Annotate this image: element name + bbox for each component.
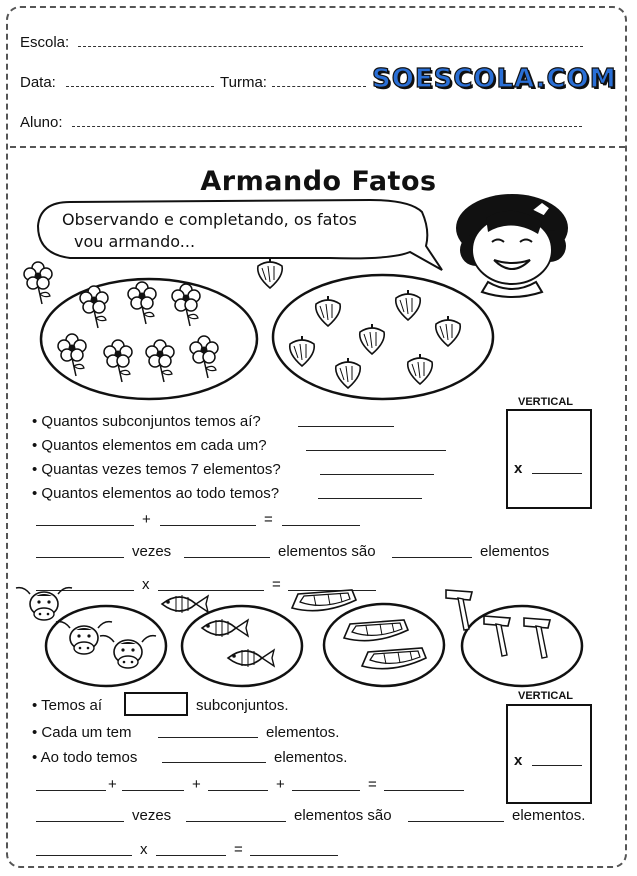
question-subsets: • Quantos subconjuntos temos aí? [32,413,261,430]
addend-line-d[interactable] [292,790,360,791]
equals-sign-2: = [272,576,281,593]
class-field[interactable] [272,86,366,87]
factor-line-1[interactable] [36,590,134,591]
question-elements-each: • Quantos elementos em cada um? [32,437,267,454]
statement-cada-um: • Cada um tem [32,724,132,741]
school-field[interactable] [78,46,583,47]
word-vezes-2: vezes [132,807,172,824]
school-label: Escola: [20,34,70,51]
equals-sign: = [264,511,273,528]
answer-line-times[interactable] [320,474,434,475]
times-sign-2: x [140,841,148,858]
bubble-line-1: Observando e completando, os fatos [62,210,357,229]
equals-sign-a: = [368,776,377,793]
group-size-line[interactable] [184,557,270,558]
times-count-line[interactable] [36,557,124,558]
addend-line-b[interactable] [122,790,184,791]
statement-temos-ai: • Temos aí [32,697,103,714]
factor-line-b[interactable] [156,855,226,856]
factor-line-a[interactable] [36,855,132,856]
vertical-label-2: VERTICAL [518,690,573,702]
flower-set [38,276,260,402]
times-count-line-2[interactable] [36,821,124,822]
date-field[interactable] [66,86,214,87]
times-sign: x [142,576,150,593]
student-field[interactable] [72,126,582,127]
plus-sign-b: + [192,776,201,793]
hammer-set [460,604,584,688]
statement-ao-todo: • Ao todo temos [32,749,138,766]
word-elementos-2: elementos. [274,749,348,766]
addend-line-a[interactable] [36,790,106,791]
word-elementos-sao-2: elementos são [294,807,392,824]
product-line-4[interactable] [250,855,338,856]
page-title: Armando Fatos [200,166,437,197]
vertical-times-sign-2: x [514,752,523,769]
vertical-times-sign: x [514,460,523,477]
answer-line-elements-each[interactable] [306,450,446,451]
plus-sign-a: + [108,776,117,793]
question-times-seven: • Quantas vezes temos 7 elementos? [32,461,281,478]
site-logo: SOESCOLA.COM [372,64,617,94]
equals-sign-b: = [234,841,243,858]
word-elementos-sao: elementos são [278,543,376,560]
addend-line-c[interactable] [208,790,268,791]
addend-line-1[interactable] [36,525,134,526]
bubble-line-2: vou armando... [74,232,196,251]
product-line[interactable] [392,557,472,558]
answer-line-ao-todo[interactable] [162,762,266,763]
word-elementos-1: elementos. [266,724,340,741]
plus-sign-c: + [276,776,285,793]
word-vezes: vezes [132,543,172,560]
date-label: Data: [20,74,56,91]
sum-line-2[interactable] [384,790,464,791]
spinning-top-set [270,272,496,402]
answer-line-cada-um[interactable] [158,737,258,738]
plus-sign: + [142,511,151,528]
answer-line-total[interactable] [318,498,422,499]
class-label: Turma: [220,74,267,91]
vertical-answer-line[interactable] [532,473,582,474]
sum-line[interactable] [282,525,360,526]
word-elementos-3: elementos. [512,807,586,824]
cow-set [44,604,168,688]
question-total: • Quantos elementos ao todo temos? [32,485,280,502]
subsets-answer-box[interactable] [124,692,188,716]
word-elementos: elementos [480,543,550,560]
vertical-answer-line-2[interactable] [532,765,582,766]
group-size-line-2[interactable] [186,821,286,822]
vertical-box[interactable] [506,409,592,509]
answer-line-subsets[interactable] [298,426,394,427]
factor-line-2[interactable] [158,590,264,591]
student-label: Aluno: [20,114,63,131]
fish-set [180,604,304,688]
word-subconjuntos: subconjuntos. [196,697,289,714]
vertical-label: VERTICAL [518,396,573,408]
header-divider [10,146,625,148]
addend-line-2[interactable] [160,525,256,526]
boat-set [322,602,446,688]
product-line-3[interactable] [408,821,504,822]
